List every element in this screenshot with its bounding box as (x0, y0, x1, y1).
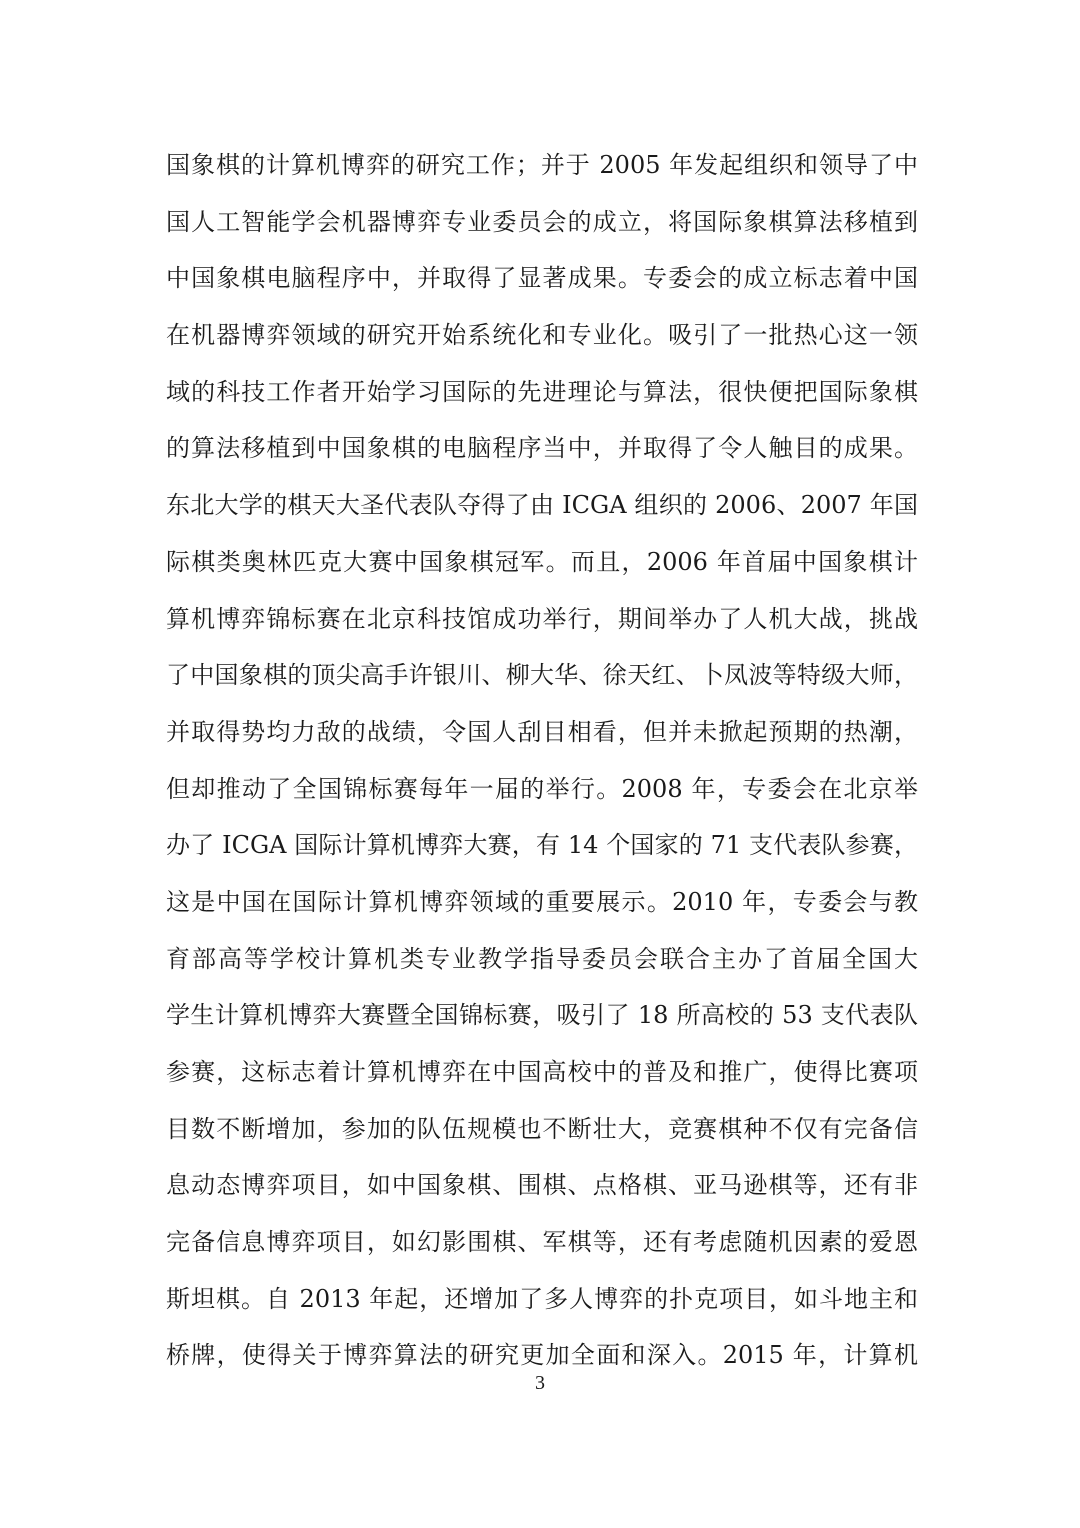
text-line: 办了 ICGA 国际计算机博弈大赛，有 14 个国家的 71 支代表队参赛， (166, 831, 918, 860)
text-line: 国人工智能学会机器博弈专业委员会的成立，将国际象棋算法移植到 (166, 207, 918, 236)
text-line: 学生计算机博弈大赛暨全国锦标赛，吸引了 18 所高校的 53 支代表队 (166, 1001, 918, 1030)
text-line: 的算法移植到中国象棋的电脑程序当中，并取得了令人触目的成果。 (166, 434, 918, 463)
text-line: 息动态博弈项目，如中国象棋、围棋、点格棋、亚马逊棋等，还有非 (166, 1171, 918, 1200)
text-line: 目数不断增加，参加的队伍规模也不断壮大，竞赛棋种不仅有完备信 (166, 1114, 918, 1143)
text-line: 了中国象棋的顶尖高手许银川、柳大华、徐天红、卜凤波等特级大师， (166, 661, 918, 690)
text-line: 参赛，这标志着计算机博弈在中国高校中的普及和推广，使得比赛项 (166, 1058, 918, 1086)
text-line: 育部高等学校计算机类专业教学指导委员会联合主办了首届全国大 (166, 944, 918, 973)
text-line: 国象棋的计算机博弈的研究工作；并于 2005 年发起组织和领导了中 (166, 151, 918, 179)
text-line: 这是中国在国际计算机博弈领域的重要展示。2010 年，专委会与教 (166, 887, 918, 916)
text-line: 东北大学的棋天大圣代表队夺得了由 ICGA 组织的 2006、2007 年国 (166, 491, 918, 520)
text-line: 算机博弈锦标赛在北京科技馆成功举行，期间举办了人机大战，挑战 (166, 604, 918, 633)
text-line: 域的科技工作者开始学习国际的先进理论与算法，很快便把国际象棋 (166, 377, 918, 406)
text-line: 但却推动了全国锦标赛每年一届的举行。2008 年，专委会在北京举 (166, 774, 918, 803)
text-line: 在机器博弈领域的研究开始系统化和专业化。吸引了一批热心这一领 (166, 321, 918, 350)
page-number: 3 (535, 1372, 545, 1394)
text-line: 桥牌，使得关于博弈算法的研究更加全面和深入。2015 年，计算机 (166, 1341, 918, 1370)
text-line: 中国象棋电脑程序中，并取得了显著成果。专委会的成立标志着中国 (166, 264, 918, 293)
text-line: 并取得势均力敌的战绩，令国人刮目相看，但并未掀起预期的热潮， (166, 717, 918, 746)
text-line: 完备信息博弈项目，如幻影围棋、军棋等，还有考虑随机因素的爱恩 (166, 1228, 918, 1257)
body-paragraph (166, 137, 918, 1384)
text-line: 斯坦棋。自 2013 年起，还增加了多人博弈的扑克项目，如斗地主和 (166, 1284, 918, 1313)
text-line: 际棋类奥林匹克大赛中国象棋冠军。而且，2006 年首届中国象棋计 (166, 547, 918, 576)
